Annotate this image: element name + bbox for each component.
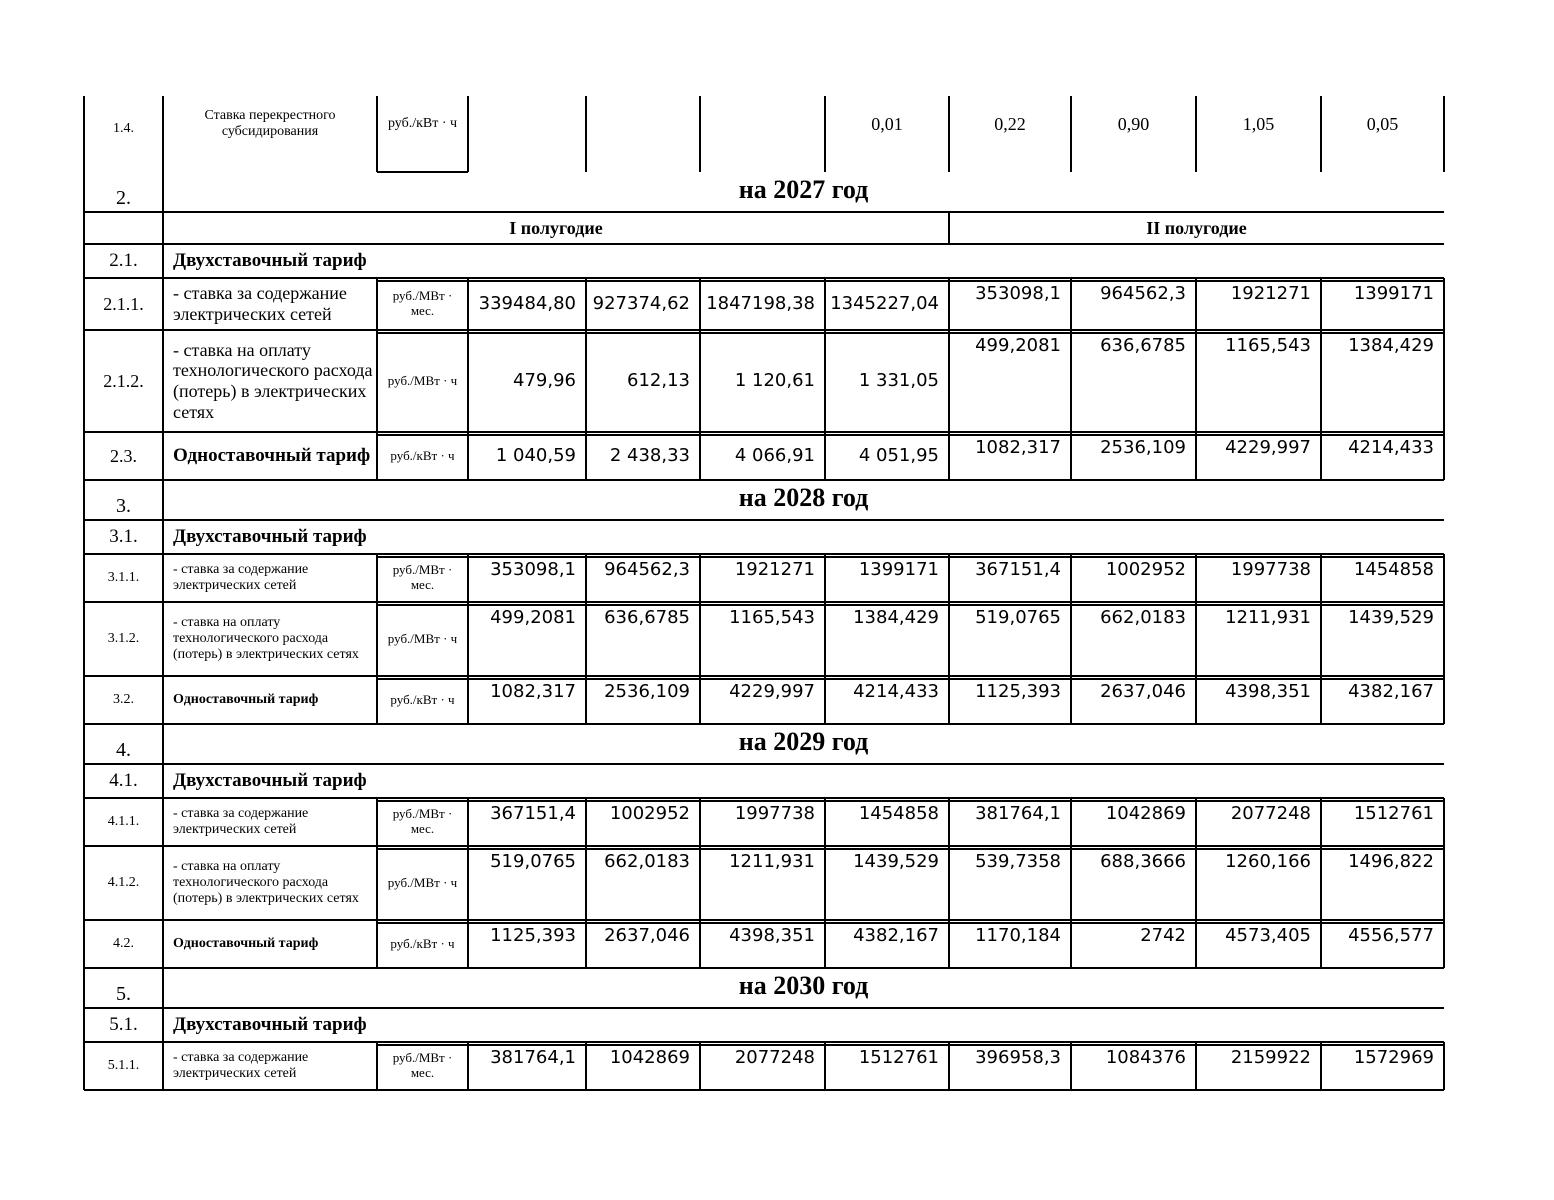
value-cell: 1082,317 [975,437,1061,458]
value-cell: 339484,80 [478,292,576,314]
grid-line [1195,554,1197,602]
value-cell: 367151,4 [975,559,1061,580]
value-cell: 1572969 [1353,1047,1434,1068]
value-cell: 1921271 [1230,283,1311,304]
grid-line [162,920,164,968]
row-name: Одноставочный тариф [173,935,319,951]
value-cell: 662,0183 [604,851,690,872]
value-cell: 1082,317 [490,681,576,702]
row-code: 2.3. [110,445,137,466]
grid-line [1195,330,1197,432]
value-cell: 1496,822 [1348,851,1434,872]
value-cell: 1084376 [1105,1047,1186,1068]
grid-line [83,602,85,676]
value-cell [700,96,825,152]
value-cell: 353098,1 [490,559,576,580]
grid-line [162,554,164,602]
grid-line [1443,798,1445,846]
grid-line [948,554,950,602]
value-cell: 1997738 [734,803,815,824]
grid-line [699,330,701,432]
section-code: 4. [116,739,131,761]
subsection-code: 4.1. [109,770,138,792]
half-header-second: II полугодие [1146,217,1247,238]
grid-line [948,330,950,432]
grid-line [948,798,950,846]
grid-line [1070,920,1072,968]
grid-line [83,278,85,330]
value-cell: 2159922 [1230,1047,1311,1068]
two-rate-label: Двухставочный тариф [173,250,367,272]
grid-line [376,846,378,920]
half-header-first: I полугодие [509,217,603,238]
grid-line [1443,432,1445,480]
section-code: 2. [116,187,131,209]
row-code: 4.1.1. [107,813,140,829]
grid-line [83,172,85,212]
row-name: Одноставочный тариф [173,691,319,707]
value-cell: 1454858 [858,803,939,824]
value-cell: 381764,1 [975,803,1061,824]
value-cell: 636,6785 [1100,335,1186,356]
value-cell: 1211,931 [1225,607,1311,628]
grid-line [162,480,164,520]
value-cell: 0,90 [1117,113,1150,134]
value-cell: 4 051,95 [858,444,939,466]
value-cell: 2536,109 [1100,437,1186,458]
grid-line [1443,920,1445,968]
row-code: 3.1.1. [107,569,140,585]
unit-label: руб./МВт · мес. [392,1050,453,1080]
value-cell: 964562,3 [1100,283,1186,304]
grid-line [83,432,85,480]
value-cell: 1454858 [1353,559,1434,580]
value-cell: 0,05 [1366,113,1399,134]
grid-line [1443,846,1445,920]
grid-line [376,432,378,480]
grid-line [699,846,701,920]
grid-line [1443,330,1445,432]
grid-line [699,1042,701,1090]
value-cell: 367151,4 [490,803,576,824]
grid-line [83,244,85,278]
value-cell: 662,0183 [1100,607,1186,628]
value-cell: 1260,166 [1225,851,1311,872]
grid-line [1070,554,1072,602]
grid-line [1320,920,1322,968]
grid-line [83,846,85,920]
grid-line [376,602,378,676]
grid-line [585,846,587,920]
grid-line [376,554,378,602]
value-cell: 1042869 [1105,803,1186,824]
section-code: 3. [116,495,131,517]
grid-line [162,602,164,676]
grid-line [467,676,469,724]
grid-line [948,212,950,244]
grid-line [1320,602,1322,676]
value-cell: 1125,393 [975,681,1061,702]
grid-line [1070,846,1072,920]
grid-line [162,846,164,920]
grid-line [377,280,1444,282]
value-cell: 1 120,61 [734,369,815,391]
grid-line [699,676,701,724]
row-code: 2.1.2. [103,370,144,391]
value-cell: 2 438,33 [609,444,690,466]
value-cell: 1002952 [1105,559,1186,580]
grid-line [1195,278,1197,330]
grid-line [585,676,587,724]
value-cell: 4229,997 [729,681,815,702]
value-cell: 1165,543 [1225,335,1311,356]
value-cell: 612,13 [627,369,690,391]
grid-line [824,846,826,920]
grid-line [1320,554,1322,602]
value-cell: 1 040,59 [495,444,576,466]
unit-label: руб./кВт · ч [390,447,455,463]
grid-line [84,1089,1444,1091]
grid-line [1443,554,1445,602]
value-cell: 539,7358 [975,851,1061,872]
grid-line [1320,278,1322,330]
value-cell: 0,01 [871,113,903,134]
two-rate-label: Двухставочный тариф [173,526,367,548]
value-cell: 4556,577 [1348,925,1434,946]
grid-line [699,554,701,602]
grid-line [1070,432,1072,480]
two-rate-label: Двухставочный тариф [173,1014,367,1036]
value-cell: 1847198,38 [706,292,815,314]
value-cell: 1512761 [1353,803,1434,824]
value-cell: 1384,429 [853,607,939,628]
grid-line [1195,798,1197,846]
grid-line [162,798,164,846]
grid-line [467,798,469,846]
value-cell: 479,96 [513,369,576,391]
grid-line [377,556,1444,558]
row-code: 4.1.2. [107,874,140,890]
grid-line [824,676,826,724]
grid-line [162,968,164,1008]
grid-line [1195,920,1197,968]
grid-line [585,602,587,676]
unit-label: руб./кВт · ч [390,691,455,707]
grid-line [162,212,164,244]
grid-line [377,604,1444,606]
grid-line [376,798,378,846]
grid-line [824,554,826,602]
grid-line [162,172,164,212]
grid-line [585,278,587,330]
grid-line [83,920,85,968]
grid-line [948,846,950,920]
grid-line [1195,432,1197,480]
grid-line [467,1042,469,1090]
grid-line [83,798,85,846]
unit-label: руб./МВт · мес. [392,562,453,592]
value-cell: 1439,529 [853,851,939,872]
value-cell: 1345227,04 [830,292,939,314]
grid-line [1195,1042,1197,1090]
value-cell: 1399171 [1353,283,1434,304]
section-title: на 2030 год [738,971,869,1001]
grid-line [1320,798,1322,846]
value-cell: 499,2081 [975,335,1061,356]
value-cell: 2637,046 [604,925,690,946]
value-cell: 499,2081 [490,607,576,628]
unit-label: руб./кВт · ч [390,935,455,951]
value-cell: 381764,1 [490,1047,576,1068]
grid-line [377,848,1444,850]
value-cell: 2077248 [1230,803,1311,824]
grid-line [699,432,701,480]
value-cell: 396958,3 [975,1047,1061,1068]
grid-line [585,920,587,968]
grid-line [376,920,378,968]
grid-line [377,332,1444,334]
grid-line [376,330,378,432]
grid-line [824,1042,826,1090]
grid-line [824,432,826,480]
grid-line [948,1042,950,1090]
value-cell: 2077248 [734,1047,815,1068]
grid-line [1070,676,1072,724]
grid-line [376,1042,378,1090]
value-cell: 4214,433 [1348,437,1434,458]
grid-line [83,724,85,764]
grid-line [585,554,587,602]
section-title: на 2027 год [738,175,869,205]
section-title: на 2028 год [738,483,869,513]
value-cell: 4382,167 [853,925,939,946]
grid-line [1320,676,1322,724]
section-code: 5. [116,983,131,1005]
grid-line [467,554,469,602]
value-cell: 2742 [1140,925,1186,946]
grid-line [824,330,826,432]
grid-line [376,676,378,724]
grid-line [1443,278,1445,330]
subsection-code: 3.1. [109,526,138,548]
grid-line [1070,798,1072,846]
grid-line [1443,602,1445,676]
row-name: Одноставочный тариф [173,445,371,467]
grid-line [83,1008,85,1042]
unit-label: руб./МВт · мес. [392,806,453,836]
value-cell: 1165,543 [729,607,815,628]
grid-line [699,798,701,846]
value-cell: 1170,184 [975,925,1061,946]
grid-line [1443,1042,1445,1090]
value-cell: 636,6785 [604,607,690,628]
grid-line [824,602,826,676]
value-cell: 1439,529 [1348,607,1434,628]
grid-line [948,278,950,330]
row-code: 3.1.2. [107,630,140,646]
grid-line [162,724,164,764]
grid-line [162,432,164,480]
grid-line [585,432,587,480]
row-code: 1.4. [113,120,134,136]
grid-line [824,278,826,330]
value-cell: 927374,62 [592,292,690,314]
grid-line [83,480,85,520]
value-cell: 0,22 [994,113,1026,134]
grid-line [948,432,950,480]
section-title: на 2029 год [738,727,869,757]
grid-line [1195,676,1197,724]
value-cell: 1399171 [858,559,939,580]
row-name: - ставка за содержание электрических сетей [173,561,309,593]
two-rate-label: Двухставочный тариф [173,770,367,792]
row-name: - ставка за содержание электрических сетей [173,1049,309,1081]
grid-line [467,920,469,968]
grid-line [585,330,587,432]
grid-line [467,330,469,432]
grid-line [162,1008,164,1042]
unit-label: руб./МВт · ч [387,372,458,388]
row-code: 2.1.1. [103,293,144,314]
grid-line [699,278,701,330]
unit-label: руб./МВт · мес. [392,288,453,318]
row-name: Ставка перекрестного субсидирования [204,107,336,139]
value-cell: 1002952 [609,803,690,824]
value-cell: 4382,167 [1348,681,1434,702]
grid-line [1070,330,1072,432]
unit-label: руб./МВт · ч [387,630,458,646]
value-cell: 4229,997 [1225,437,1311,458]
value-cell: 1 331,05 [858,369,939,391]
grid-line [83,212,85,244]
value-cell: 519,0765 [490,851,576,872]
row-name: - ставка за содержание электрических сетей [173,283,347,324]
grid-line [467,602,469,676]
grid-line [377,922,1444,924]
grid-line [948,920,950,968]
grid-line [83,1042,85,1090]
grid-line [1320,1042,1322,1090]
grid-line [377,434,1444,436]
grid-line [585,798,587,846]
grid-line [1195,602,1197,676]
grid-line [1443,676,1445,724]
grid-line [948,676,950,724]
grid-line [377,1044,1444,1046]
value-cell: 4573,405 [1225,925,1311,946]
value-cell: 4 066,91 [734,444,815,466]
grid-line [824,798,826,846]
row-code: 5.1.1. [107,1057,140,1073]
grid-line [1070,1042,1072,1090]
grid-line [162,676,164,724]
grid-line [1320,432,1322,480]
row-code: 4.2. [113,935,134,951]
grid-line [162,520,164,554]
value-cell: 1921271 [734,559,815,580]
grid-line [83,764,85,798]
value-cell: 4398,351 [729,925,815,946]
grid-line [1070,278,1072,330]
value-cell: 519,0765 [975,607,1061,628]
grid-line [83,330,85,432]
row-name: - ставка за содержание электрических сетей [173,805,309,837]
value-cell: 964562,3 [604,559,690,580]
value-cell: 1125,393 [490,925,576,946]
value-cell: 4398,351 [1225,681,1311,702]
grid-line [699,602,701,676]
grid-line [83,676,85,724]
value-cell [586,96,700,152]
row-name: - ставка на оплату технологического расхода (потерь) в электрических сетях [173,614,359,663]
grid-line [585,1042,587,1090]
grid-line [377,678,1444,680]
grid-line [948,602,950,676]
value-cell: 1997738 [1230,559,1311,580]
value-cell: 1512761 [858,1047,939,1068]
subsection-code: 5.1. [109,1014,138,1036]
value-cell: 2536,109 [604,681,690,702]
grid-line [699,920,701,968]
grid-line [83,968,85,1008]
grid-line [1195,846,1197,920]
grid-line [824,920,826,968]
grid-line [162,330,164,432]
value-cell: 1211,931 [729,851,815,872]
grid-line [1320,330,1322,432]
value-cell: 688,3666 [1100,851,1186,872]
row-name: - ставка на оплату технологического расхода (потерь) в электрических сетях [173,339,373,422]
row-name: - ставка на оплату технологического расхода (потерь) в электрических сетях [173,858,359,907]
grid-line [1320,846,1322,920]
grid-line [83,554,85,602]
grid-line [467,432,469,480]
grid-line [376,278,378,330]
grid-line [1070,602,1072,676]
row-code: 3.2. [113,691,134,707]
value-cell: 2637,046 [1100,681,1186,702]
value-cell: 1042869 [609,1047,690,1068]
grid-line [162,764,164,798]
unit-label: руб./кВт · ч [387,115,458,131]
subsection-code: 2.1. [109,250,138,272]
grid-line [83,520,85,554]
grid-line [162,1042,164,1090]
value-cell: 1,05 [1242,113,1275,134]
unit-label: руб./МВт · ч [387,874,458,890]
value-cell: 353098,1 [975,283,1061,304]
value-cell [468,96,586,152]
grid-line [467,278,469,330]
grid-line [377,800,1444,802]
grid-line [162,278,164,330]
value-cell: 1384,429 [1348,335,1434,356]
grid-line [467,846,469,920]
value-cell: 4214,433 [853,681,939,702]
grid-line [162,244,164,278]
